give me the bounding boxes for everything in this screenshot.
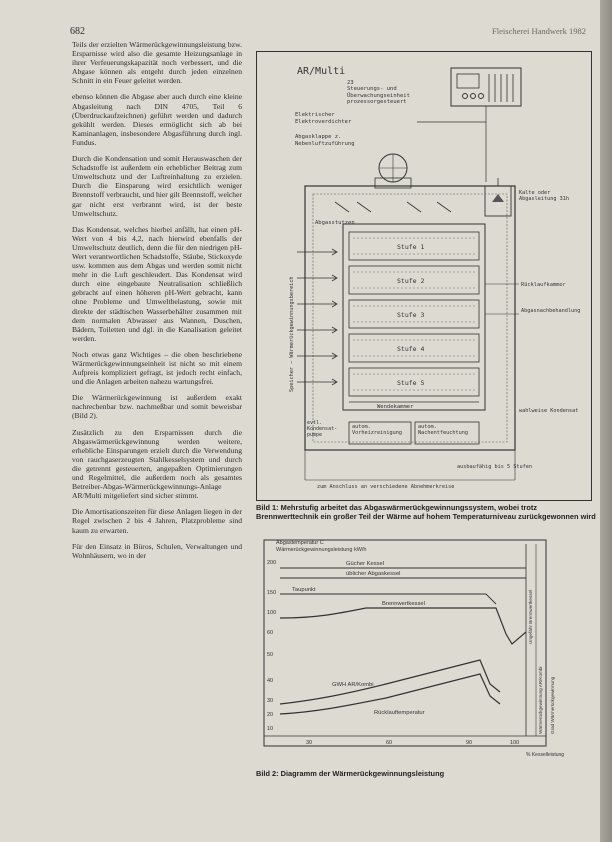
arrow-right-icon bbox=[297, 301, 337, 307]
controller-knob bbox=[471, 94, 476, 99]
label-ruecklauftemperatur: Rücklauftemperatur bbox=[374, 710, 425, 716]
controller-display bbox=[457, 74, 479, 88]
arrow-right-icon bbox=[297, 275, 337, 281]
paragraph: Zusätzlich zu den Ersparnissen durch die Abgaswärmerückgewinnung werden weitere, erhebliche Einsparungen erzielt durch die Verwendung von rauchgaserzeugten Stahlkesselsystem und durch die getrennt gesteuerten, angepaßten Optimierungen und Regelmittel, die außerdem noch als gesamtes Betreiber-Abgas-Wärmerückgewinnungs-Anlage AR/Multi mitgeliefert sind sicher stimmt. bbox=[72, 427, 242, 501]
ausbau-note: ausbaufähig bis 5 Stufen bbox=[457, 464, 532, 470]
arrow-up-icon bbox=[492, 194, 504, 202]
paragraph: ebenso können die Abgase aber auch durch eine kleine Abgasleitung nach DIN 4705, Teil 6 (Überdruckaufzeichnen) geführt werden und dadurch gekühlt werden. Dieses ermöglicht sich ab bei Kaminanlagen, insbesondere Abgasführung durch ingl. Fundus. bbox=[72, 92, 242, 147]
y-tick-label: 50 bbox=[267, 652, 274, 658]
x-tick-label: 90 bbox=[466, 740, 473, 746]
paragraph: Die Amortisationszeiten für diese Anlagen liegen in der Regel zwischen 2 bis 4 Jahren, Platzprobleme sind kaum zu erwarten. bbox=[72, 507, 242, 535]
abgasnach-label: Abgasnachbehandlung bbox=[521, 308, 581, 314]
nachentfeuchtung-label: autom. Nachentfeuchtung bbox=[418, 424, 468, 437]
controller-knob bbox=[479, 94, 484, 99]
vorheiz-label: autom. Vorheizreinigung bbox=[352, 424, 402, 437]
stage-label: Stufe 3 bbox=[397, 311, 425, 319]
stage-1 bbox=[349, 232, 479, 260]
figure-2-diagram bbox=[256, 534, 590, 766]
stage-3 bbox=[349, 300, 479, 328]
line-ruecklauftemperatur bbox=[280, 674, 500, 714]
label-ueblicher-abgaskessel: üblicher Abgaskessel bbox=[346, 571, 401, 577]
controller-knob bbox=[463, 94, 468, 99]
paragraph: Das Kondensat, welches hierbei anfällt, hat einen pH-Wert von 4 bis 4,2, nach hierwird ebenfalls der Umweltschutz deutlich, denn die für den niedrigen pH-Wert verantwortlichen Schadstoffe, Stäube, Stickoxyde usw. kommen aus dem Abgas und werden somit nicht mehr in die Luft geschleudert. Das Kondensat wird durch eine eingebaute Neutralisation schließlich gebracht auf einen höheren pH-Wert gebracht, kann ohne Probleme und Umweltbelastung, sowie mit direkte der städtischen Wasserbehälter zusammen mit dem normalen Abwasser aus Wannen, Duschen, Bädern, Toiletten und dgl. in die Kanalisation geleitet werden. bbox=[72, 224, 242, 343]
paragraph: Die Wärmerückgewinnung ist außerdem exakt nachrechenbar bzw. nachmeßbar und somit beweisbar (Bild 2). bbox=[72, 393, 242, 421]
stage-label: Stufe 4 bbox=[397, 345, 425, 353]
right-label: Grad Wärmerückgewinnung bbox=[550, 676, 555, 734]
kondensat-label: wahlweise Kondensat bbox=[519, 408, 579, 414]
right-label: Wärmerückgewinnung AR/Kombi bbox=[538, 666, 543, 734]
paragraph: Teils der erzielten Wärmerückgewinnungsleistung bzw. Ersparnisse wird also die gesamte Heizungsanlage in ihrer Verfeuerungskapazität noch verbessert, und die Abgase können als entgeht durch jeden einzelnen Schnitt in ein Feuer geleitet werden. bbox=[72, 40, 242, 86]
caption-label: Bild 2: bbox=[256, 769, 279, 778]
caption-text: Mehrstufig arbeitet das Abgaswärmerückgewinnungssystem, wobei trotz Brennwerttechnik ein großer Teil der Wärme auf hohem Temperaturniveau zurückgewonnen wird bbox=[256, 503, 596, 521]
arrow-right-icon bbox=[297, 379, 337, 385]
scan-edge-shadow bbox=[600, 0, 612, 842]
kalt-label: Kalte oder Abgasleitung 31h bbox=[519, 190, 569, 203]
label-gwh-ar-kombi: GWH AR/Kombi bbox=[332, 682, 374, 688]
y-axis-title: Abgastemperatur C bbox=[276, 540, 324, 546]
stage-5 bbox=[349, 368, 479, 396]
figure-2-caption bbox=[256, 769, 596, 778]
y-tick-label: 100 bbox=[267, 610, 277, 616]
y-tick-label: 200 bbox=[267, 560, 277, 566]
caption-label: Bild 1: bbox=[256, 503, 279, 512]
stage-label: Stufe 5 bbox=[397, 379, 425, 387]
label-taupunkt: Taupunkt bbox=[292, 587, 316, 593]
y-tick-label: 150 bbox=[267, 590, 277, 596]
stage-label: Stufe 2 bbox=[397, 277, 425, 285]
paragraph: Durch die Kondensation und somit Herauswaschen der Schadstoffe ist außerdem ein erheblicher Beitrag zum Umweltschutz und der Luftreinhaltung zu erzielen. Durch die Einsparung wird ersichtlich weniger Brennstoff verbraucht, und hier gilt Brennstoff, welcher gar nicht erst verbrannt wird, ist der beste Umweltschutz. bbox=[72, 154, 242, 218]
arrow-right-icon bbox=[297, 327, 337, 333]
page-number: 682 bbox=[70, 26, 85, 37]
y-tick-label: 60 bbox=[267, 630, 274, 636]
right-label: Ungefähr Brennwertkessel bbox=[528, 589, 533, 644]
y-tick-label: 20 bbox=[267, 712, 274, 718]
paragraph: Noch etwas ganz Wichtiges – die oben beschriebene Wärmerückgewinnungseinheit ist nicht so mit einem Aufpreis kompliziert gefragt, ist jedoch recht einfach, und die Anlagen arbeiten nahezu wartungsfrei. bbox=[72, 349, 242, 387]
caption-text: Diagramm der Wärmerückgewinnungsleistung bbox=[280, 769, 445, 778]
x-axis-unit: % Kesselleistung bbox=[526, 752, 565, 758]
figure-1-schematic bbox=[256, 51, 592, 501]
abgasklappe-label: Abgasklappe z. Nebenluftzuführung bbox=[295, 134, 355, 147]
arrow-right-icon bbox=[297, 353, 337, 359]
controller-number: 23 bbox=[347, 80, 354, 86]
y-tick-label: 40 bbox=[267, 678, 274, 684]
y-axis-subtitle: Wärmerückgewinnungsleistung kW/h bbox=[276, 547, 367, 553]
abgasstutzen-label: Abgasstutzen bbox=[315, 220, 355, 226]
arrow-right-icon bbox=[297, 249, 337, 255]
line-brennwertkessel bbox=[280, 608, 526, 644]
stage-2 bbox=[349, 266, 479, 294]
label-guecher-kessel: Gücher Kessel bbox=[346, 561, 385, 567]
x-tick-label: 30 bbox=[306, 740, 313, 746]
x-tick-label: 100 bbox=[510, 740, 520, 746]
wendekammer-label: Wendekammer bbox=[377, 404, 414, 410]
ruecklaufkammer-label: Rücklaufkammer bbox=[521, 282, 566, 288]
stage-label: Stufe 1 bbox=[397, 243, 425, 251]
paragraph: Für den Einsatz in Büros, Schulen, Verwaltungen und Wohnhäusern, wo in der bbox=[72, 541, 242, 560]
kondensatpumpe-label: evtl. Kondensat-pumpe bbox=[307, 420, 338, 438]
journal-title: Fleischerei Handwerk 1982 bbox=[492, 26, 586, 36]
label-brennwertkessel: Brennwertkessel bbox=[382, 601, 425, 607]
elektro-label: Elektrischer Elektroverdichter bbox=[295, 112, 352, 125]
figure-title: AR/Multi bbox=[297, 66, 346, 77]
vertical-label: Speicher – Wärmerückgewinnungsbereich bbox=[289, 276, 295, 392]
left-text-column bbox=[72, 40, 242, 567]
stage-4 bbox=[349, 334, 479, 362]
x-tick-label: 60 bbox=[386, 740, 393, 746]
y-tick-label: 10 bbox=[267, 726, 274, 732]
y-tick-label: 30 bbox=[267, 698, 274, 704]
controller-label: Steuerungs- und Überwachungseinheit prozessorgesteuert bbox=[347, 86, 410, 105]
figure-1-caption bbox=[256, 503, 596, 521]
connection-note: zum Anschluss an verschiedene Abnehmerkreise bbox=[317, 484, 455, 490]
